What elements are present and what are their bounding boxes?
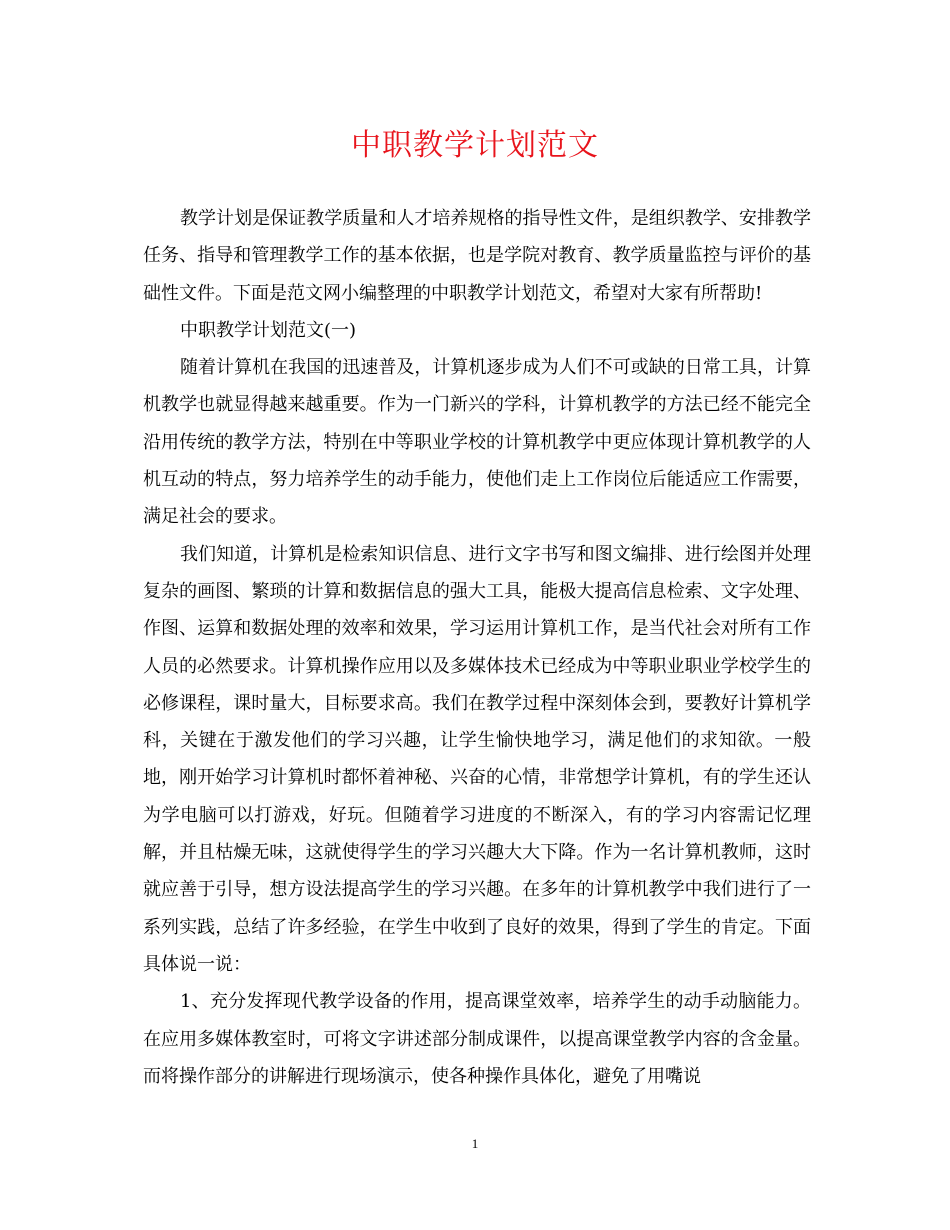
body-paragraph: 我们知道，计算机是检索知识信息、进行文字书写和图文编排、进行绘图并处理复杂的画图、繁琐的计算和数据信息的强大工具，能极大提高信息检索、文字处理、作图、运算和数据处理的效率和效果，学习运用计算机工作，是当代社会对所有工作人员的必然要求。计算机操作应用以及多媒体技术已经成为中等职业职业学校学生的必修课程，课时量大，目标要求高。我们在教学过程中深刻体会到，要教好计算机学科，关键在于激发他们的学习兴趣，让学生愉快地学习，满足他们的求知欲。一般地，刚开始学习计算机时都怀着神秘、兴奋的心情，非常想学计算机，有的学生还认为学电脑可以打游戏，好玩。但随着学习进度的不断深入，有的学习内容需记忆理解，并且枯燥无味，这就使得学生的学习兴趣大大下降。作为一名计算机教师，这时就应善于引导，想方设法提高学生的学习兴趣。在多年的计算机教学中我们进行了一系列实践，总结了许多经验，在学生中收到了良好的效果，得到了学生的肯定。下面具体说一说：: [143, 543, 811, 975]
document-body: [143, 200, 811, 1095]
page-number: 1: [471, 1136, 479, 1151]
intro-paragraph: 教学计划是保证教学质量和人才培养规格的指导性文件，是组织教学、安排教学任务、指导和管理教学工作的基本依据，也是学院对教育、教学质量监控与评价的基础性文件。下面是范文网小编整理的中职教学计划范文，希望对大家有所帮助!: [143, 208, 811, 304]
document-title: 中职教学计划范文: [351, 128, 599, 163]
body-paragraph: 随着计算机在我国的迅速普及，计算机逐步成为人们不可或缺的日常工具，计算机教学也就显得越来越重要。作为一门新兴的学科，计算机教学的方法已经不能完全沿用传统的教学方法，特别在中等职业学校的计算机教学中更应体现计算机教学的人机互动的特点，努力培养学生的动手能力，使他们走上工作岗位后能适应工作需要，满足社会的要求。: [143, 357, 811, 528]
body-paragraph: 1、充分发挥现代教学设备的作用，提高课堂效率，培养学生的动手动脑能力。在应用多媒体教室时，可将文字讲述部分制成课件，以提高课堂教学内容的含金量。而将操作部分的讲解进行现场演示，使各种操作具体化，避免了用嘴说: [143, 991, 811, 1087]
section-heading: 中职教学计划范文(一): [180, 319, 357, 341]
